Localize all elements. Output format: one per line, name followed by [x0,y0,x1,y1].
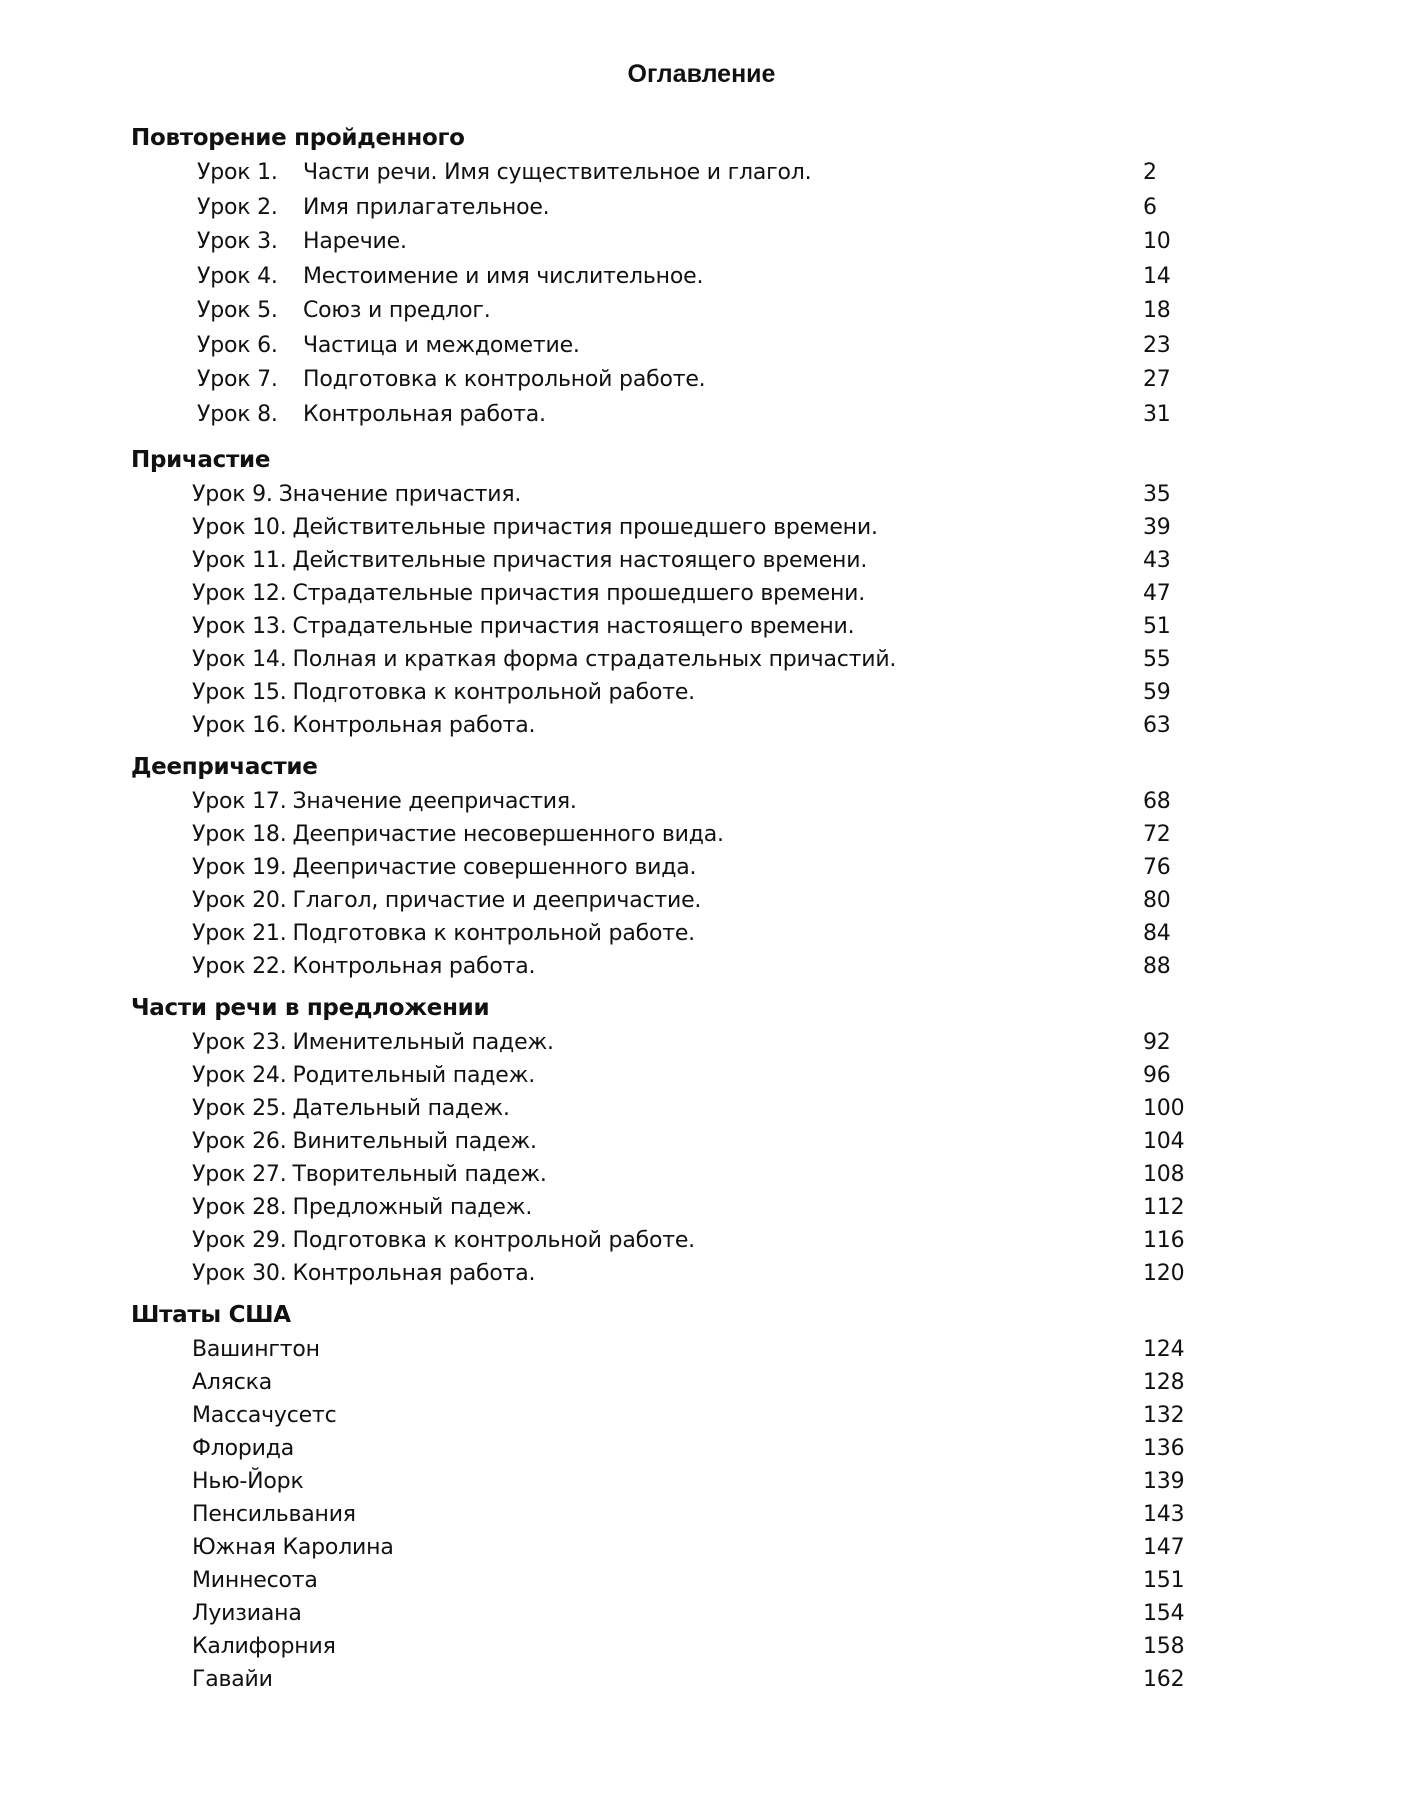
toc-entry[interactable] [131,1465,1231,1498]
toc-entry[interactable] [131,1597,1231,1630]
entry-label [197,294,491,329]
entry-page-number: 132 [1143,1403,1185,1428]
entry-page-number: 84 [1143,921,1171,946]
entry-lesson-number: Урок 22. [192,954,287,979]
entry-title: Дательный падеж. [292,1096,510,1121]
entry-page-number: 47 [1143,581,1171,606]
entry-label [197,225,407,260]
entry-title: Гавайи [192,1667,273,1692]
entry-title: Страдательные причастия настоящего времени. [292,614,855,639]
page-title: Оглавление [627,60,776,88]
entry-label [192,1630,336,1663]
toc-entry[interactable] [131,191,1231,226]
entry-page-number: 63 [1143,713,1171,738]
entry-title: Винительный падеж. [292,1129,537,1154]
entry-label [192,1158,547,1191]
toc-entry[interactable] [131,329,1231,364]
entry-title: Местоимение и имя числительное. [303,263,704,289]
entry-page-number: 112 [1143,1195,1185,1220]
entry-label [192,577,865,610]
entry-label [192,511,878,544]
toc-entry[interactable] [131,1059,1231,1092]
entry-title: Частица и междометие. [303,332,580,358]
toc-entry[interactable] [131,1630,1231,1663]
toc-entry[interactable] [131,478,1231,511]
entry-lesson-number: Урок 5. [197,298,278,323]
entry-title: Луизиана [192,1601,302,1626]
entry-title: Союз и предлог. [303,298,491,323]
entry-title: Полная и краткая форма страдательных причастий. [292,647,897,672]
entry-title: Подготовка к контрольной работе. [292,680,695,705]
entry-label [192,785,577,818]
entry-label [192,884,701,917]
entry-label [192,1399,337,1432]
entry-lesson-number: Урок 24. [192,1063,287,1088]
section-entries [131,156,1231,432]
toc-entry[interactable] [131,785,1231,818]
entry-lesson-number: Урок 27. [192,1162,287,1187]
entry-page-number: 116 [1143,1228,1185,1253]
entry-page-number: 96 [1143,1063,1171,1088]
toc-entry[interactable] [131,643,1231,676]
entry-title: Контрольная работа. [292,954,536,979]
entry-page-number: 139 [1143,1469,1185,1494]
entry-page-number: 43 [1143,548,1171,573]
entry-lesson-number: Урок 15. [192,680,287,705]
toc-entry[interactable] [131,398,1231,433]
toc-entry[interactable] [131,1663,1231,1696]
table-of-contents [131,120,1231,1696]
entry-lesson-number: Урок 13. [192,614,287,639]
entry-label [192,1059,535,1092]
entry-lesson-number: Урок 23. [192,1030,287,1055]
entry-page-number: 128 [1143,1370,1185,1395]
entry-title: Массачусетс [192,1403,337,1428]
entry-label [197,329,580,364]
entry-lesson-number: Урок 2. [197,194,278,220]
entry-label [192,643,896,676]
entry-lesson-number: Урок 26. [192,1129,287,1154]
entry-page-number: 68 [1143,789,1171,814]
entry-page-number: 147 [1143,1535,1185,1560]
entry-label [197,156,811,191]
section-spacer [131,742,1231,749]
toc-entry[interactable] [131,1158,1231,1191]
entry-page-number: 124 [1143,1337,1185,1362]
toc-entry[interactable] [131,363,1231,398]
toc-entry[interactable] [131,1224,1231,1257]
toc-entry[interactable] [131,1257,1231,1290]
entry-lesson-number: Урок 10. [192,515,287,540]
entry-page-number: 18 [1143,298,1171,323]
entry-label [197,398,546,433]
section-entries [131,1026,1231,1290]
section-heading: Повторение пройденного [131,125,465,151]
entry-lesson-number: Урок 7. [197,367,278,392]
entry-lesson-number: Урок 11. [192,548,287,573]
entry-title: Южная Каролина [192,1535,394,1560]
entry-title: Подготовка к контрольной работе. [292,921,695,946]
toc-entry[interactable] [131,851,1231,884]
entry-label [192,544,867,577]
entry-page-number: 31 [1143,401,1171,427]
entry-page-number: 27 [1143,367,1171,392]
entry-lesson-number: Урок 4. [197,263,278,289]
entry-lesson-number: Урок 3. [197,229,278,254]
entry-label [192,917,695,950]
toc-section-3 [131,749,1231,983]
entry-title: Действительные причастия настоящего времени. [292,548,868,573]
entry-page-number: 154 [1143,1601,1185,1626]
entry-page-number: 143 [1143,1502,1185,1527]
entry-label [192,676,695,709]
toc-entry[interactable] [131,950,1231,983]
entry-title: Части речи. Имя существительное и глагол. [303,160,812,185]
toc-entry[interactable] [131,1191,1231,1224]
toc-entry[interactable] [131,511,1231,544]
entry-lesson-number: Урок 18. [192,822,287,847]
entry-title: Родительный падеж. [292,1063,535,1088]
entry-page-number: 72 [1143,822,1171,847]
entry-page-number: 92 [1143,1030,1171,1055]
entry-title: Контрольная работа. [303,401,546,427]
toc-entry[interactable] [131,1125,1231,1158]
entry-lesson-number: Урок 8. [197,401,278,427]
entry-label [192,1026,554,1059]
entry-lesson-number: Урок 1. [197,160,278,185]
entry-page-number: 6 [1143,194,1157,220]
entry-label [192,1257,535,1290]
entry-title: Вашингтон [192,1337,320,1362]
toc-entry[interactable] [131,260,1231,295]
entry-lesson-number: Урок 6. [197,332,278,358]
entry-title: Страдательные причастия прошедшего времени. [292,581,866,606]
entry-page-number: 55 [1143,647,1171,672]
entry-lesson-number: Урок 25. [192,1096,287,1121]
entry-label [192,1498,356,1531]
section-heading: Причастие [131,447,271,473]
entry-title: Подготовка к контрольной работе. [303,367,706,392]
entry-label [192,1092,510,1125]
entry-title: Наречие. [303,229,407,254]
entry-label [192,851,696,884]
toc-entry[interactable] [131,1333,1231,1366]
entry-label [192,1191,532,1224]
toc-entry[interactable] [131,1399,1231,1432]
entry-page-number: 100 [1143,1096,1185,1121]
entry-lesson-number: Урок 12. [192,581,287,606]
section-entries [131,785,1231,983]
toc-entry[interactable] [131,1432,1231,1465]
entry-page-number: 35 [1143,482,1171,507]
entry-page-number: 88 [1143,954,1171,979]
entry-title: Предложный падеж. [292,1195,533,1220]
entry-title: Аляска [192,1370,273,1395]
toc-entry[interactable] [131,577,1231,610]
entry-label [197,363,705,398]
entry-label [192,1366,272,1399]
entry-label [192,478,521,511]
entry-page-number: 10 [1143,229,1171,254]
toc-section-5 [131,1297,1231,1696]
section-entries [131,478,1231,742]
entry-label [192,1597,302,1630]
entry-label [192,1125,537,1158]
entry-label [192,818,724,851]
toc-section-4 [131,990,1231,1290]
entry-label [192,1465,304,1498]
toc-entry[interactable] [131,156,1231,191]
toc-entry[interactable] [131,884,1231,917]
entry-label [197,191,549,226]
entry-title: Пенсильвания [192,1502,356,1527]
entry-page-number: 39 [1143,515,1171,540]
entry-lesson-number: Урок 30. [192,1261,287,1286]
entry-page-number: 76 [1143,855,1171,880]
entry-title: Контрольная работа. [292,713,536,738]
entry-label [192,1333,320,1366]
entry-title: Флорида [192,1436,295,1461]
entry-page-number: 59 [1143,680,1171,705]
entry-page-number: 80 [1143,888,1171,913]
toc-section-2 [131,442,1231,742]
section-heading: Части речи в предложении [131,995,490,1021]
entry-title: Калифорния [192,1634,336,1659]
section-entries [131,1333,1231,1696]
entry-lesson-number: Урок 16. [192,713,287,738]
entry-page-number: 158 [1143,1634,1185,1659]
section-heading: Деепричастие [131,754,318,780]
entry-page-number: 136 [1143,1436,1185,1461]
entry-title: Нью-Йорк [192,1469,304,1494]
toc-entry[interactable] [131,1092,1231,1125]
toc-entry[interactable] [131,1531,1231,1564]
section-heading: Штаты США [131,1302,291,1328]
entry-label [192,1663,273,1696]
toc-section-1 [131,120,1231,432]
entry-page-number: 2 [1143,160,1157,185]
entry-label [192,709,535,742]
toc-entry[interactable] [131,709,1231,742]
toc-entry[interactable] [131,1366,1231,1399]
toc-entry[interactable] [131,544,1231,577]
toc-entry[interactable] [131,1026,1231,1059]
entry-title: Действительные причастия прошедшего времени. [292,515,878,540]
entry-label [192,1564,318,1597]
toc-entry[interactable] [131,225,1231,260]
entry-page-number: 151 [1143,1568,1185,1593]
entry-page-number: 108 [1143,1162,1185,1187]
entry-lesson-number: Урок 21. [192,921,287,946]
entry-lesson-number: Урок 14. [192,647,287,672]
entry-page-number: 14 [1143,263,1171,289]
entry-title: Значение причастия. [278,482,522,507]
entry-label [192,1432,294,1465]
toc-entry[interactable] [131,818,1231,851]
entry-page-number: 162 [1143,1667,1185,1692]
entry-title: Глагол, причастие и деепричастие. [292,888,702,913]
entry-lesson-number: Урок 17. [192,789,287,814]
section-spacer [131,432,1231,442]
entry-label [192,950,535,983]
section-spacer [131,1290,1231,1297]
entry-title: Именительный падеж. [292,1030,554,1055]
entry-title: Деепричастие совершенного вида. [292,855,697,880]
entry-title: Деепричастие несовершенного вида. [292,822,724,847]
entry-label [192,1531,394,1564]
entry-title: Подготовка к контрольной работе. [292,1228,695,1253]
entry-title: Контрольная работа. [292,1261,536,1286]
toc-entry[interactable] [131,294,1231,329]
entry-lesson-number: Урок 29. [192,1228,287,1253]
entry-lesson-number: Урок 28. [192,1195,287,1220]
toc-entry[interactable] [131,1498,1231,1531]
entry-lesson-number: Урок 20. [192,888,287,913]
entry-title: Творительный падеж. [292,1162,547,1187]
section-spacer [131,983,1231,990]
entry-page-number: 104 [1143,1129,1185,1154]
entry-label [192,1224,695,1257]
entry-page-number: 23 [1143,332,1171,358]
entry-lesson-number: Урок 9. [192,482,273,507]
entry-label [192,610,854,643]
toc-entry[interactable] [131,917,1231,950]
toc-entry[interactable] [131,1564,1231,1597]
toc-entry[interactable] [131,610,1231,643]
entry-title: Значение деепричастия. [292,789,577,814]
entry-title: Имя прилагательное. [303,194,550,220]
entry-title: Миннесота [192,1568,318,1593]
entry-lesson-number: Урок 19. [192,855,287,880]
entry-page-number: 120 [1143,1261,1185,1286]
entry-label [197,260,703,295]
entry-page-number: 51 [1143,614,1171,639]
toc-entry[interactable] [131,676,1231,709]
